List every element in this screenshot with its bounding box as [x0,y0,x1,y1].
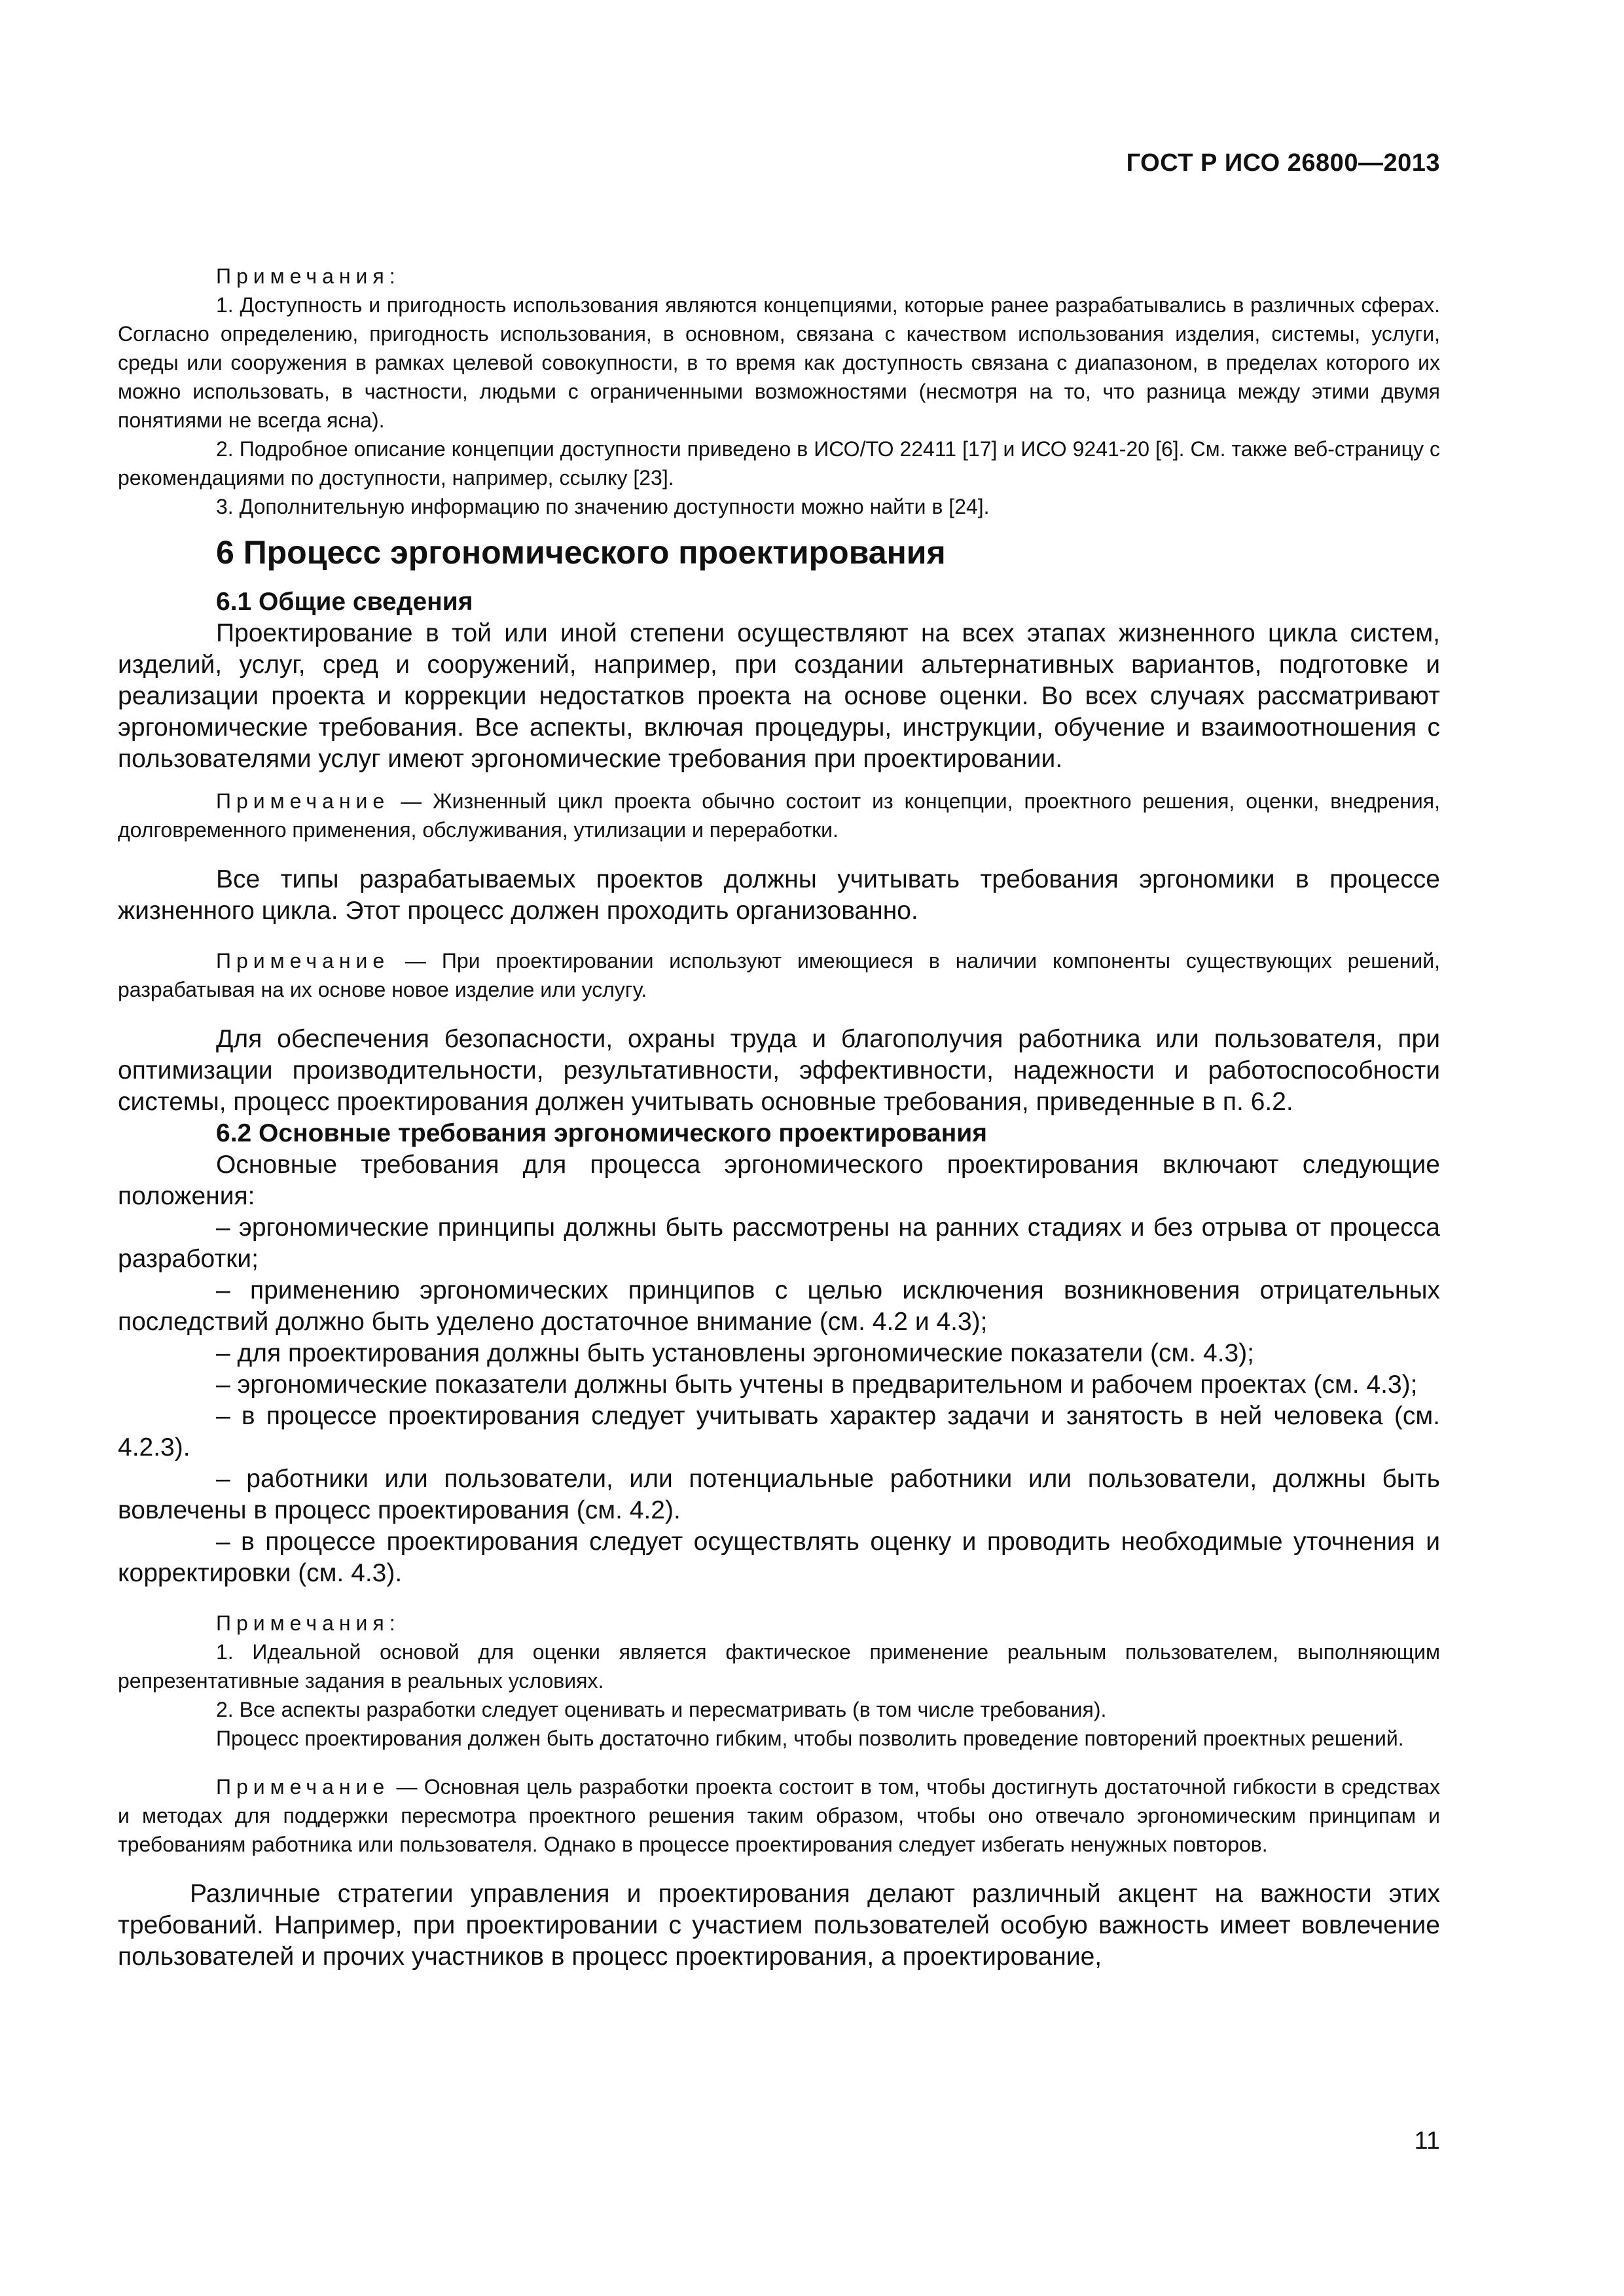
section-6-2-note-item-1: 1. Идеальной основой для оценки является фактическое применение реальным пользователем, выполняющим репрезентативные задания в реальных условиях. [118,1640,1440,1693]
page-content [118,262,1440,1973]
notes-top-item-3: 3. Дополнительную информацию по значению доступности можно найти в [24]. [216,495,990,518]
section-6-1-paragraph-2: Все типы разрабатываемых проектов должны учитывать требования эргономики в процессе жизненного цикла. Этот процесс должен проходить организованно. [118,865,1440,925]
notes-top-label: Примечания: [216,264,401,288]
requirement-item-1: – эргономические принципы должны быть рассмотрены на ранних стадиях и без отрыва от процесса разработки; [118,1213,1440,1273]
section-6-2-final-paragraph: Различные стратегии управления и проектирования делают различный акцент на важности этих требований. Например, при проектировании с участием пользователей особую важность имеет вовлечение пользователей и прочих участников в процесс проектирования, а проектирование, [118,1880,1440,1971]
section-6-2-note-item-3: Процесс проектирования должен быть достаточно гибким, чтобы позволить проведение повторений проектных решений. [216,1727,1404,1750]
section-6-1-paragraph-1: Проектирование в той или иной степени осуществляют на всех этапах жизненного цикла систем, изделий, услуг, сред и сооружений, например, при создании альтернативных вариантов, подготовке и реализации проекта и коррекции недостатков проекта на основе оценки. Во всех случаях рассматривают эргономические требования. Все аспекты, включая процедуры, инструкции, обучение и взаимоотношения с пользователями услуг имеют эргономические требования при проектировании. [118,619,1440,773]
section-6-2-intro: Основные требования для процесса эргономического проектирования включают следующие положения: [118,1151,1440,1210]
section-6-1-title: 6.1 Общие сведения [216,588,473,616]
section-6-2-note-item-2: 2. Все аспекты разработки следует оценивать и пересматривать (в том числе требования). [216,1698,1107,1721]
section-6-2-note-main: Примечание — Основная цель разработки проекта состоит в том, чтобы достигнуть достаточной гибкости в средствах и методах для поддержки пересмотра проектного решения таким образом, чтобы оно отвечало эргономическим принципам и требованиям работника или пользователя. Однако в процессе проектирования следует избегать ненужных повторов. [118,1775,1440,1856]
requirement-item-7: – в процессе проектирования следует осуществлять оценку и проводить необходимые уточнения и корректировки (см. 4.3). [118,1528,1440,1587]
page-number: 11 [1414,2127,1440,2155]
document-header: ГОСТ Р ИСО 26800—2013 [1126,149,1440,177]
section-6-2-notes-label: Примечания: [216,1611,401,1635]
notes-top-item-2: 2. Подробное описание концепции доступности приведено в ИСО/ТО 22411 [17] и ИСО 9241-20 [6]. См. также веб-страницу с рекомендациями по доступности, например, ссылку [23]. [118,437,1440,490]
notes-top-item-1: 1. Доступность и пригодность использования являются концепциями, которые ранее разрабатывались в различных сферах. Согласно определению, пригодность использования, в основном, связана с качеством использования изделия, системы, услуги, среды или сооружения в рамках целевой совокупности, в то время как доступность связана с диапазоном, в пределах которого их можно использовать, в частности, людьми с ограниченными возможностями (несмотря на то, что разница между этими двумя понятиями не всегда ясна). [118,293,1440,432]
requirement-item-4: – эргономические показатели должны быть учтены в предварительном и рабочем проектах (см. 4.3); [216,1371,1418,1399]
requirement-item-3: – для проектирования должны быть установлены эргономические показатели (см. 4.3); [216,1339,1255,1367]
section-6-1-note-1: Примечание — Жизненный цикл проекта обычно состоит из концепции, проектного решения, оценки, внедрения, долговременного применения, обслуживания, утилизации и переработки. [118,789,1440,842]
requirement-item-2: – применению эргономических принципов с целью исключения возникновения отрицательных последствий должно быть уделено достаточное внимание (см. 4.2 и 4.3); [118,1276,1440,1336]
section-6-1-note-2: Примечание — При проектировании используют имеющиеся в наличии компоненты существующих решений, разрабатывая на их основе новое изделие или услугу. [118,949,1440,1001]
section-6-2-title: 6.2 Основные требования эргономического проектирования [216,1119,987,1147]
requirement-item-5: – в процессе проектирования следует учитывать характер задачи и занятость в ней человека (см. 4.2.3). [118,1402,1440,1462]
section-6-1-paragraph-3: Для обеспечения безопасности, охраны труда и благополучия работника или пользователя, при оптимизации производительности, результативности, эффективности, надежности и работоспособности системы, процесс проектирования должен учитывать основные требования, приведенные в п. 6.2. [118,1025,1440,1116]
requirement-item-6: – работники или пользователи, или потенциальные работники или пользователи, должны быть вовлечены в процесс проектирования (см. 4.2). [118,1465,1440,1524]
section-6-title: 6 Процесс эргономического проектирования [216,534,946,571]
